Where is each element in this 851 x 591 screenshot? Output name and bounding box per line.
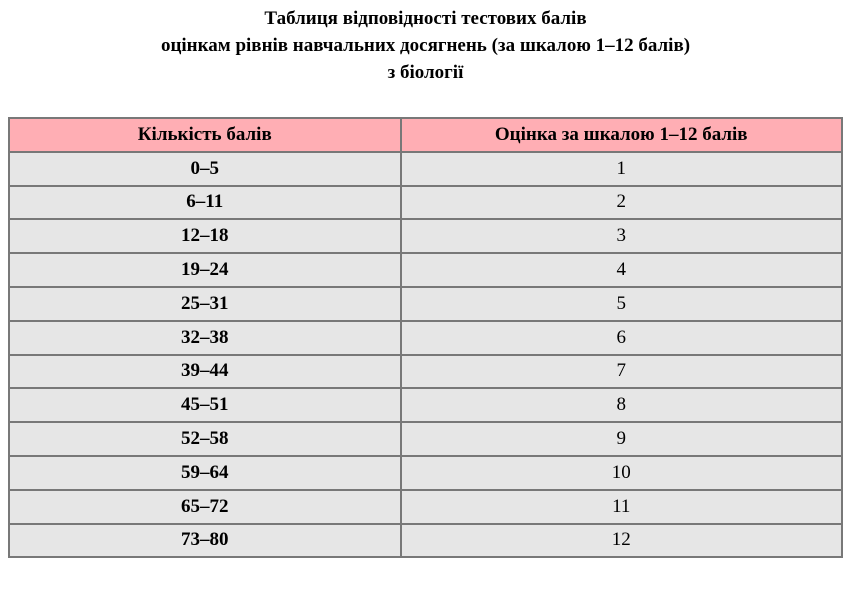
- table-row: [9, 321, 842, 355]
- grade-cell: 2: [401, 186, 843, 220]
- title-line-2: оцінкам рівнів навчальних досягнень (за шкалою 1–12 балів): [160, 35, 691, 56]
- points-range-cell: 59–64: [9, 456, 401, 490]
- points-range-cell: 0–5: [9, 152, 401, 186]
- column-header-grade: Оцінка за шкалою 1–12 балів: [401, 118, 843, 152]
- score-conversion-table: [8, 117, 843, 558]
- points-range-cell: 52–58: [9, 422, 401, 456]
- table-row: [9, 456, 842, 490]
- points-range-cell: 65–72: [9, 490, 401, 524]
- column-header-points: Кількість балів: [9, 118, 401, 152]
- points-range-cell: 25–31: [9, 287, 401, 321]
- grade-cell: 12: [401, 524, 843, 558]
- points-range-cell: 39–44: [9, 355, 401, 389]
- table-row: [9, 524, 842, 558]
- points-range-cell: 73–80: [9, 524, 401, 558]
- grade-cell: 4: [401, 253, 843, 287]
- grade-cell: 3: [401, 219, 843, 253]
- table-row: [9, 186, 842, 220]
- table-row: [9, 355, 842, 389]
- page-title: [0, 5, 851, 86]
- grade-cell: 8: [401, 388, 843, 422]
- title-line-3: з біології: [387, 62, 464, 83]
- title-line-1: Таблиця відповідності тестових балів: [264, 8, 587, 29]
- grade-cell: 9: [401, 422, 843, 456]
- points-range-cell: 12–18: [9, 219, 401, 253]
- grade-cell: 1: [401, 152, 843, 186]
- table-row: [9, 152, 842, 186]
- grade-cell: 10: [401, 456, 843, 490]
- grade-cell: 5: [401, 287, 843, 321]
- table-row: [9, 287, 842, 321]
- table-header-row: [9, 118, 842, 152]
- points-range-cell: 45–51: [9, 388, 401, 422]
- points-range-cell: 19–24: [9, 253, 401, 287]
- grade-cell: 11: [401, 490, 843, 524]
- table-row: [9, 219, 842, 253]
- table-row: [9, 388, 842, 422]
- table-row: [9, 422, 842, 456]
- grade-cell: 6: [401, 321, 843, 355]
- points-range-cell: 6–11: [9, 186, 401, 220]
- points-range-cell: 32–38: [9, 321, 401, 355]
- table-row: [9, 490, 842, 524]
- grade-cell: 7: [401, 355, 843, 389]
- table-row: [9, 253, 842, 287]
